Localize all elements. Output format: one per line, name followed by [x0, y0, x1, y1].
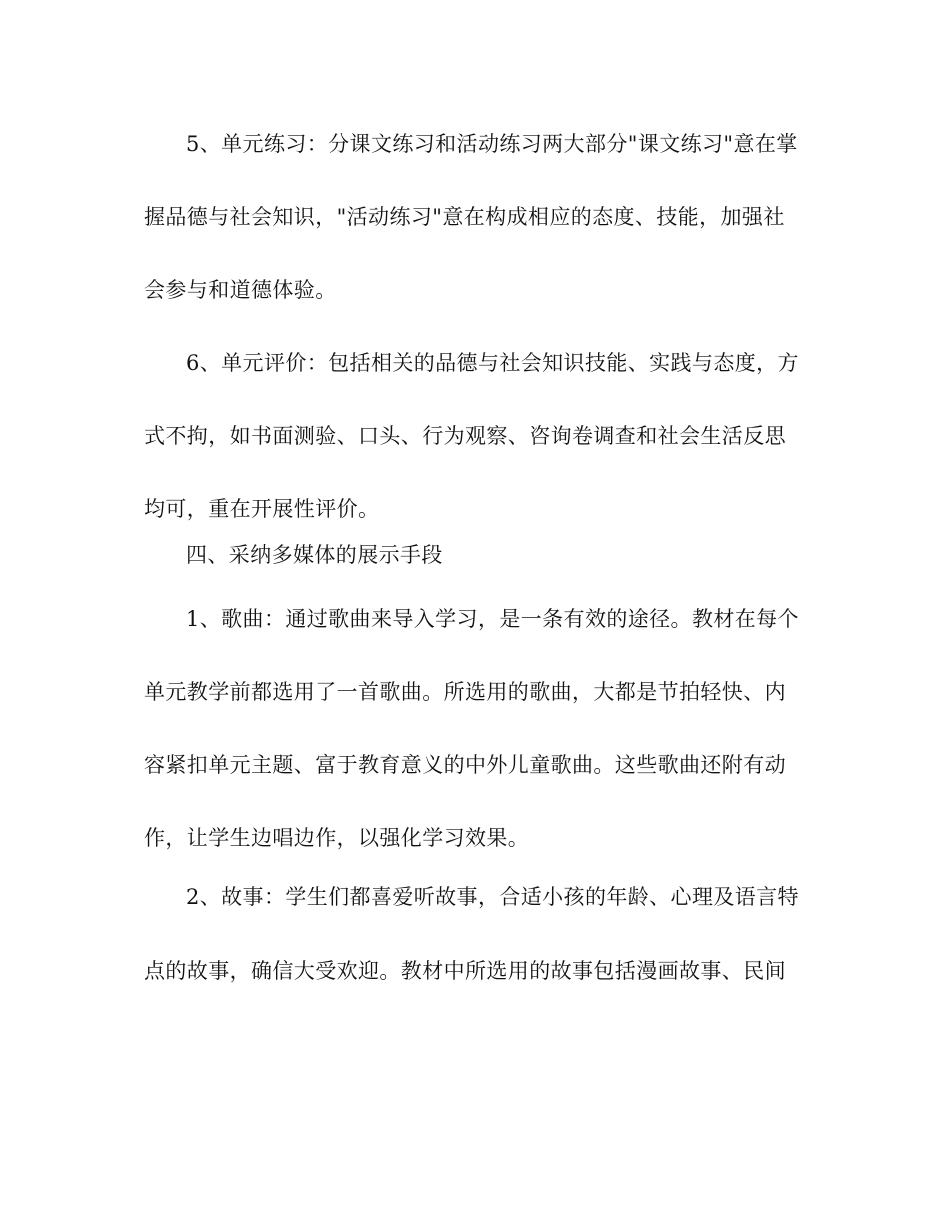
paragraph-5-line-2: 握品德与社会知识，"活动练习"意在构成相应的态度、技能，加强社 — [144, 205, 785, 229]
paragraph-2-line-2: 点的故事，确信大受欢迎。教材中所选用的故事包括漫画故事、民间 — [144, 959, 786, 983]
paragraph-6-line-3: 均可，重在开展性评价。 — [144, 497, 380, 521]
paragraph-1-line-4: 作，让学生边唱边作，以强化学习效果。 — [144, 826, 530, 850]
paragraph-1-line-3: 容紧扣单元主题、富于教育意义的中外儿童歌曲。这些歌曲还附有动 — [144, 753, 786, 777]
paragraph-1-line-1: 1、歌曲：通过歌曲来导入学习，是一条有效的途径。教材在每个 — [186, 607, 799, 631]
paragraph-5-line-3: 会参与和道德体验。 — [144, 278, 337, 302]
section-heading-4: 四、采纳多媒体的展示手段 — [186, 543, 443, 567]
paragraph-2-line-1: 2、故事：学生们都喜爱听故事，合适小孩的年龄、心理及语言特 — [186, 885, 799, 909]
paragraph-1-line-2: 单元教学前都选用了一首歌曲。所选用的歌曲，大都是节拍轻快、内 — [144, 680, 786, 704]
paragraph-6-line-2: 式不拘，如书面测验、口头、行为观察、咨询卷调查和社会生活反思 — [144, 424, 786, 448]
paragraph-5-line-1: 5、单元练习：分课文练习和活动练习两大部分"课文练习"意在掌 — [186, 132, 798, 156]
paragraph-6-line-1: 6、单元评价：包括相关的品德与社会知识技能、实践与态度，方 — [186, 351, 799, 375]
